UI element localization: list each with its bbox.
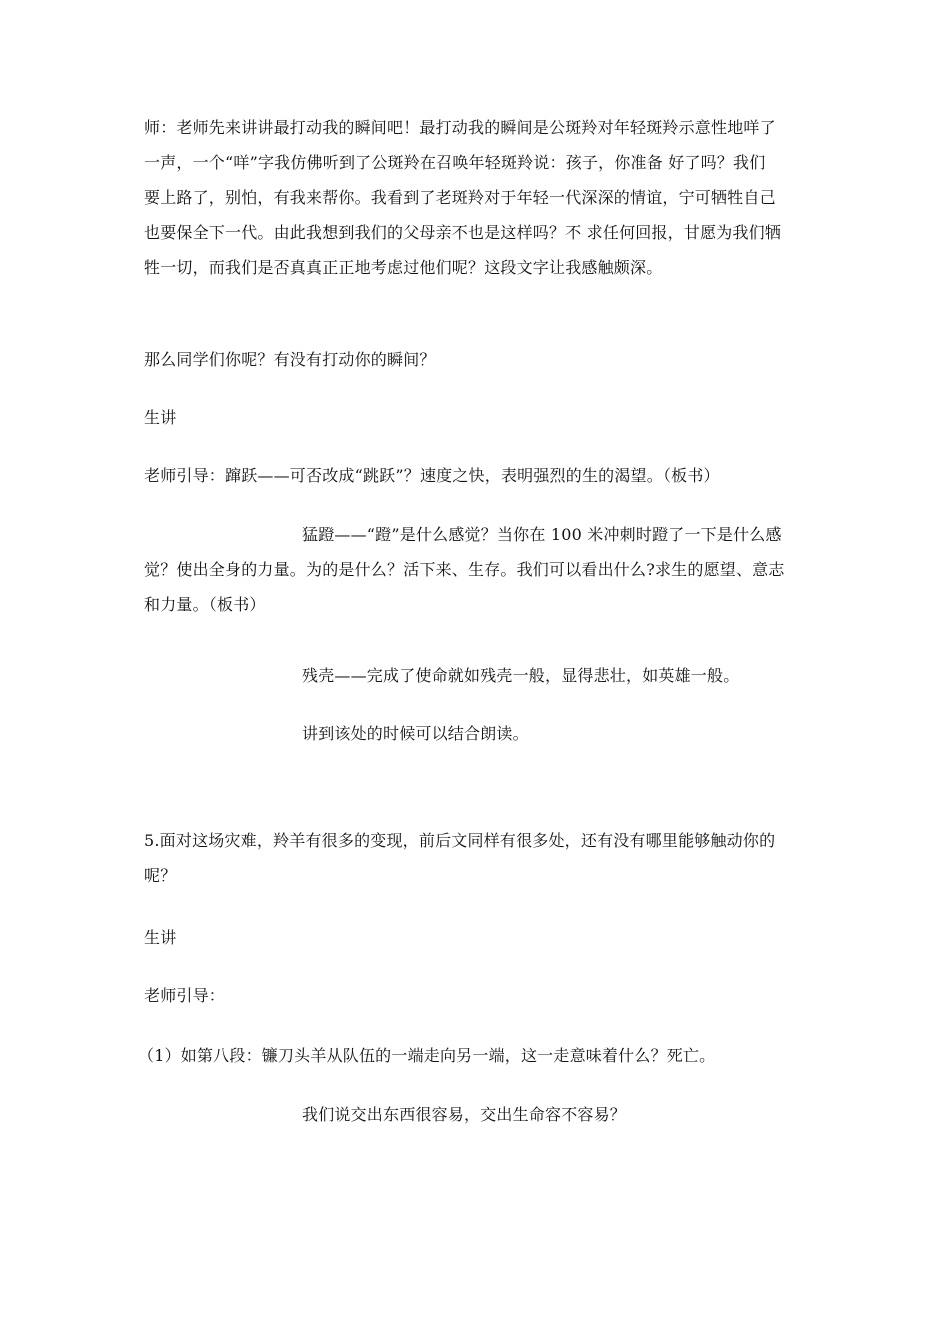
text-line: 牲一切，而我们是否真真正正地考虑过他们呢？这段文字让我感触颇深。 xyxy=(144,258,663,277)
question-paragraph: 那么同学们你呢？有没有打动你的瞬间？ xyxy=(144,350,436,369)
text-line: 和力量。（板书） xyxy=(144,595,266,614)
text-line: 一声，一个“咩”字我仿佛听到了公斑羚在召唤年轻斑羚说：孩子，你准备 好了吗？我们 xyxy=(144,153,766,172)
question-5-paragraph xyxy=(144,823,824,893)
text-line: 觉？使出全身的力量。为的是什么？活下来、生存。我们可以看出什么?求生的愿望、意志 xyxy=(144,560,785,579)
teacher-guide-paragraph: 老师引导：蹿跃——可否改成“跳跃”？速度之快，表明强烈的生的渴望。（板书） xyxy=(144,466,720,485)
text-line: 猛蹬——“蹬”是什么感觉？当你在 100 米冲刺时蹬了一下是什么感 xyxy=(302,525,782,544)
text-line: 呢？ xyxy=(144,866,177,885)
reading-note-paragraph: 讲到该处的时候可以结合朗读。 xyxy=(302,724,529,743)
item-1-paragraph: （1）如第八段：镰刀头羊从队伍的一端走向另一端，这一走意味着什么？死亡。 xyxy=(138,1046,716,1065)
teacher-guide-label: 老师引导： xyxy=(144,986,226,1005)
life-question-paragraph: 我们说交出东西很容易，交出生命容不容易？ xyxy=(302,1105,627,1124)
text-line: 要上路了，别怕，有我来帮你。我看到了老斑羚对于年轻一代深深的情谊，宁可牺牲自己 xyxy=(144,188,776,207)
canke-paragraph: 残壳——完成了使命就如残壳一般，显得悲壮，如英雄一般。 xyxy=(302,666,740,685)
text-line: 5.面对这场灾难，羚羊有很多的变现，前后文同样有很多处，还有没有哪里能够触动你的 xyxy=(144,831,776,850)
text-line: 师：老师先来讲讲最打动我的瞬间吧！最打动我的瞬间是公斑羚对年轻斑羚示意性地咩了 xyxy=(144,118,776,137)
student-speaks-paragraph: 生讲 xyxy=(144,408,177,427)
teacher-story-paragraph xyxy=(144,110,824,285)
student-speaks-paragraph-2: 生讲 xyxy=(144,928,177,947)
mengdeng-paragraph xyxy=(144,517,824,622)
text-line: 也要保全下一代。由此我想到我们的父母亲不也是这样吗？不 求任何回报，甘愿为我们牺 xyxy=(144,223,782,242)
